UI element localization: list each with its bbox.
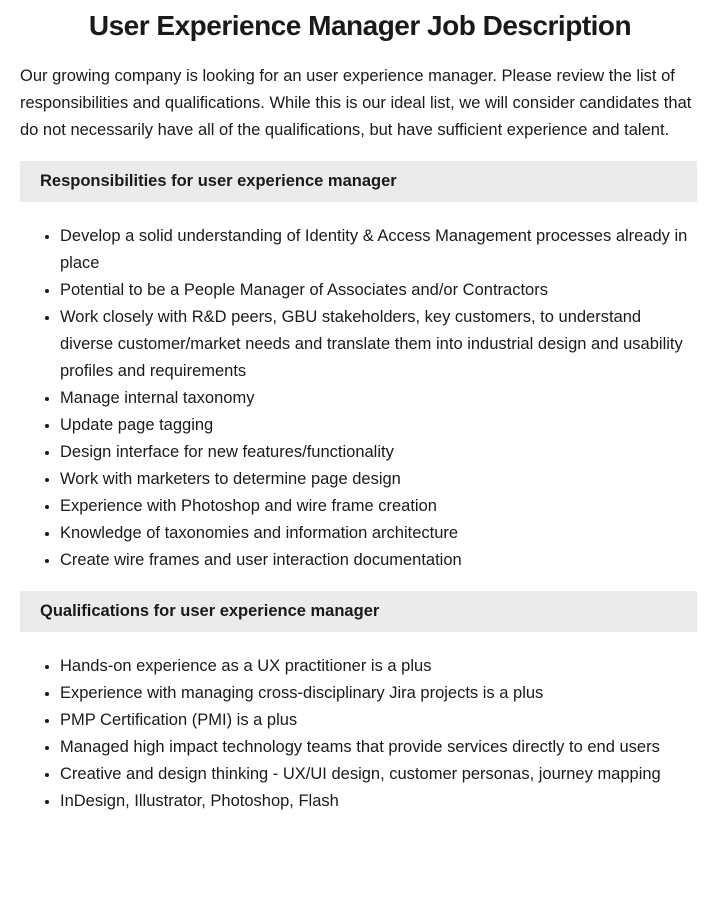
list-item: • Work with marketers to determine page design xyxy=(60,466,695,493)
list-item: • PMP Certification (PMI) is a plus xyxy=(60,707,695,734)
section-heading-responsibilities: Responsibilities for user experience manager xyxy=(20,161,697,202)
list-item: • Knowledge of taxonomies and information architecture xyxy=(60,520,695,547)
list-item: • Creative and design thinking - UX/UI design, customer personas, journey mapping xyxy=(60,761,695,788)
list-item: • Hands-on experience as a UX practitioner is a plus xyxy=(60,653,695,680)
list-item: • Update page tagging xyxy=(60,412,695,439)
list-item: • Experience with managing cross-disciplinary Jira projects is a plus xyxy=(60,680,695,707)
page-title: User Experience Manager Job Description xyxy=(88,10,632,41)
list-item: • InDesign, Illustrator, Photoshop, Flash xyxy=(60,788,695,815)
list-item: • Work closely with R&D peers, GBU stakeholders, key customers, to understand diverse customer/market needs and translate them into industrial design and usability profiles and requirements xyxy=(60,304,695,385)
section-heading-qualifications: Qualifications for user experience manager xyxy=(20,591,697,632)
list-item: • Managed high impact technology teams that provide services directly to end users xyxy=(60,734,695,761)
list-item: • Manage internal taxonomy xyxy=(60,385,695,412)
list-item: • Develop a solid understanding of Identity & Access Management processes already in place xyxy=(60,223,695,277)
qualifications-list xyxy=(0,653,695,815)
list-item: • Design interface for new features/functionality xyxy=(60,439,695,466)
list-item: • Create wire frames and user interaction documentation xyxy=(60,547,695,574)
responsibilities-list xyxy=(0,223,695,574)
list-item: • Experience with Photoshop and wire frame creation xyxy=(60,493,695,520)
intro-paragraph: Our growing company is looking for an user experience manager. Please review the list of responsibilities and qualifications. While this is our ideal list, we will consider candidates that do not necessarily have all of the qualifications, but have sufficient experience and talent. xyxy=(20,67,692,139)
list-item: • Potential to be a People Manager of Associates and/or Contractors xyxy=(60,277,695,304)
